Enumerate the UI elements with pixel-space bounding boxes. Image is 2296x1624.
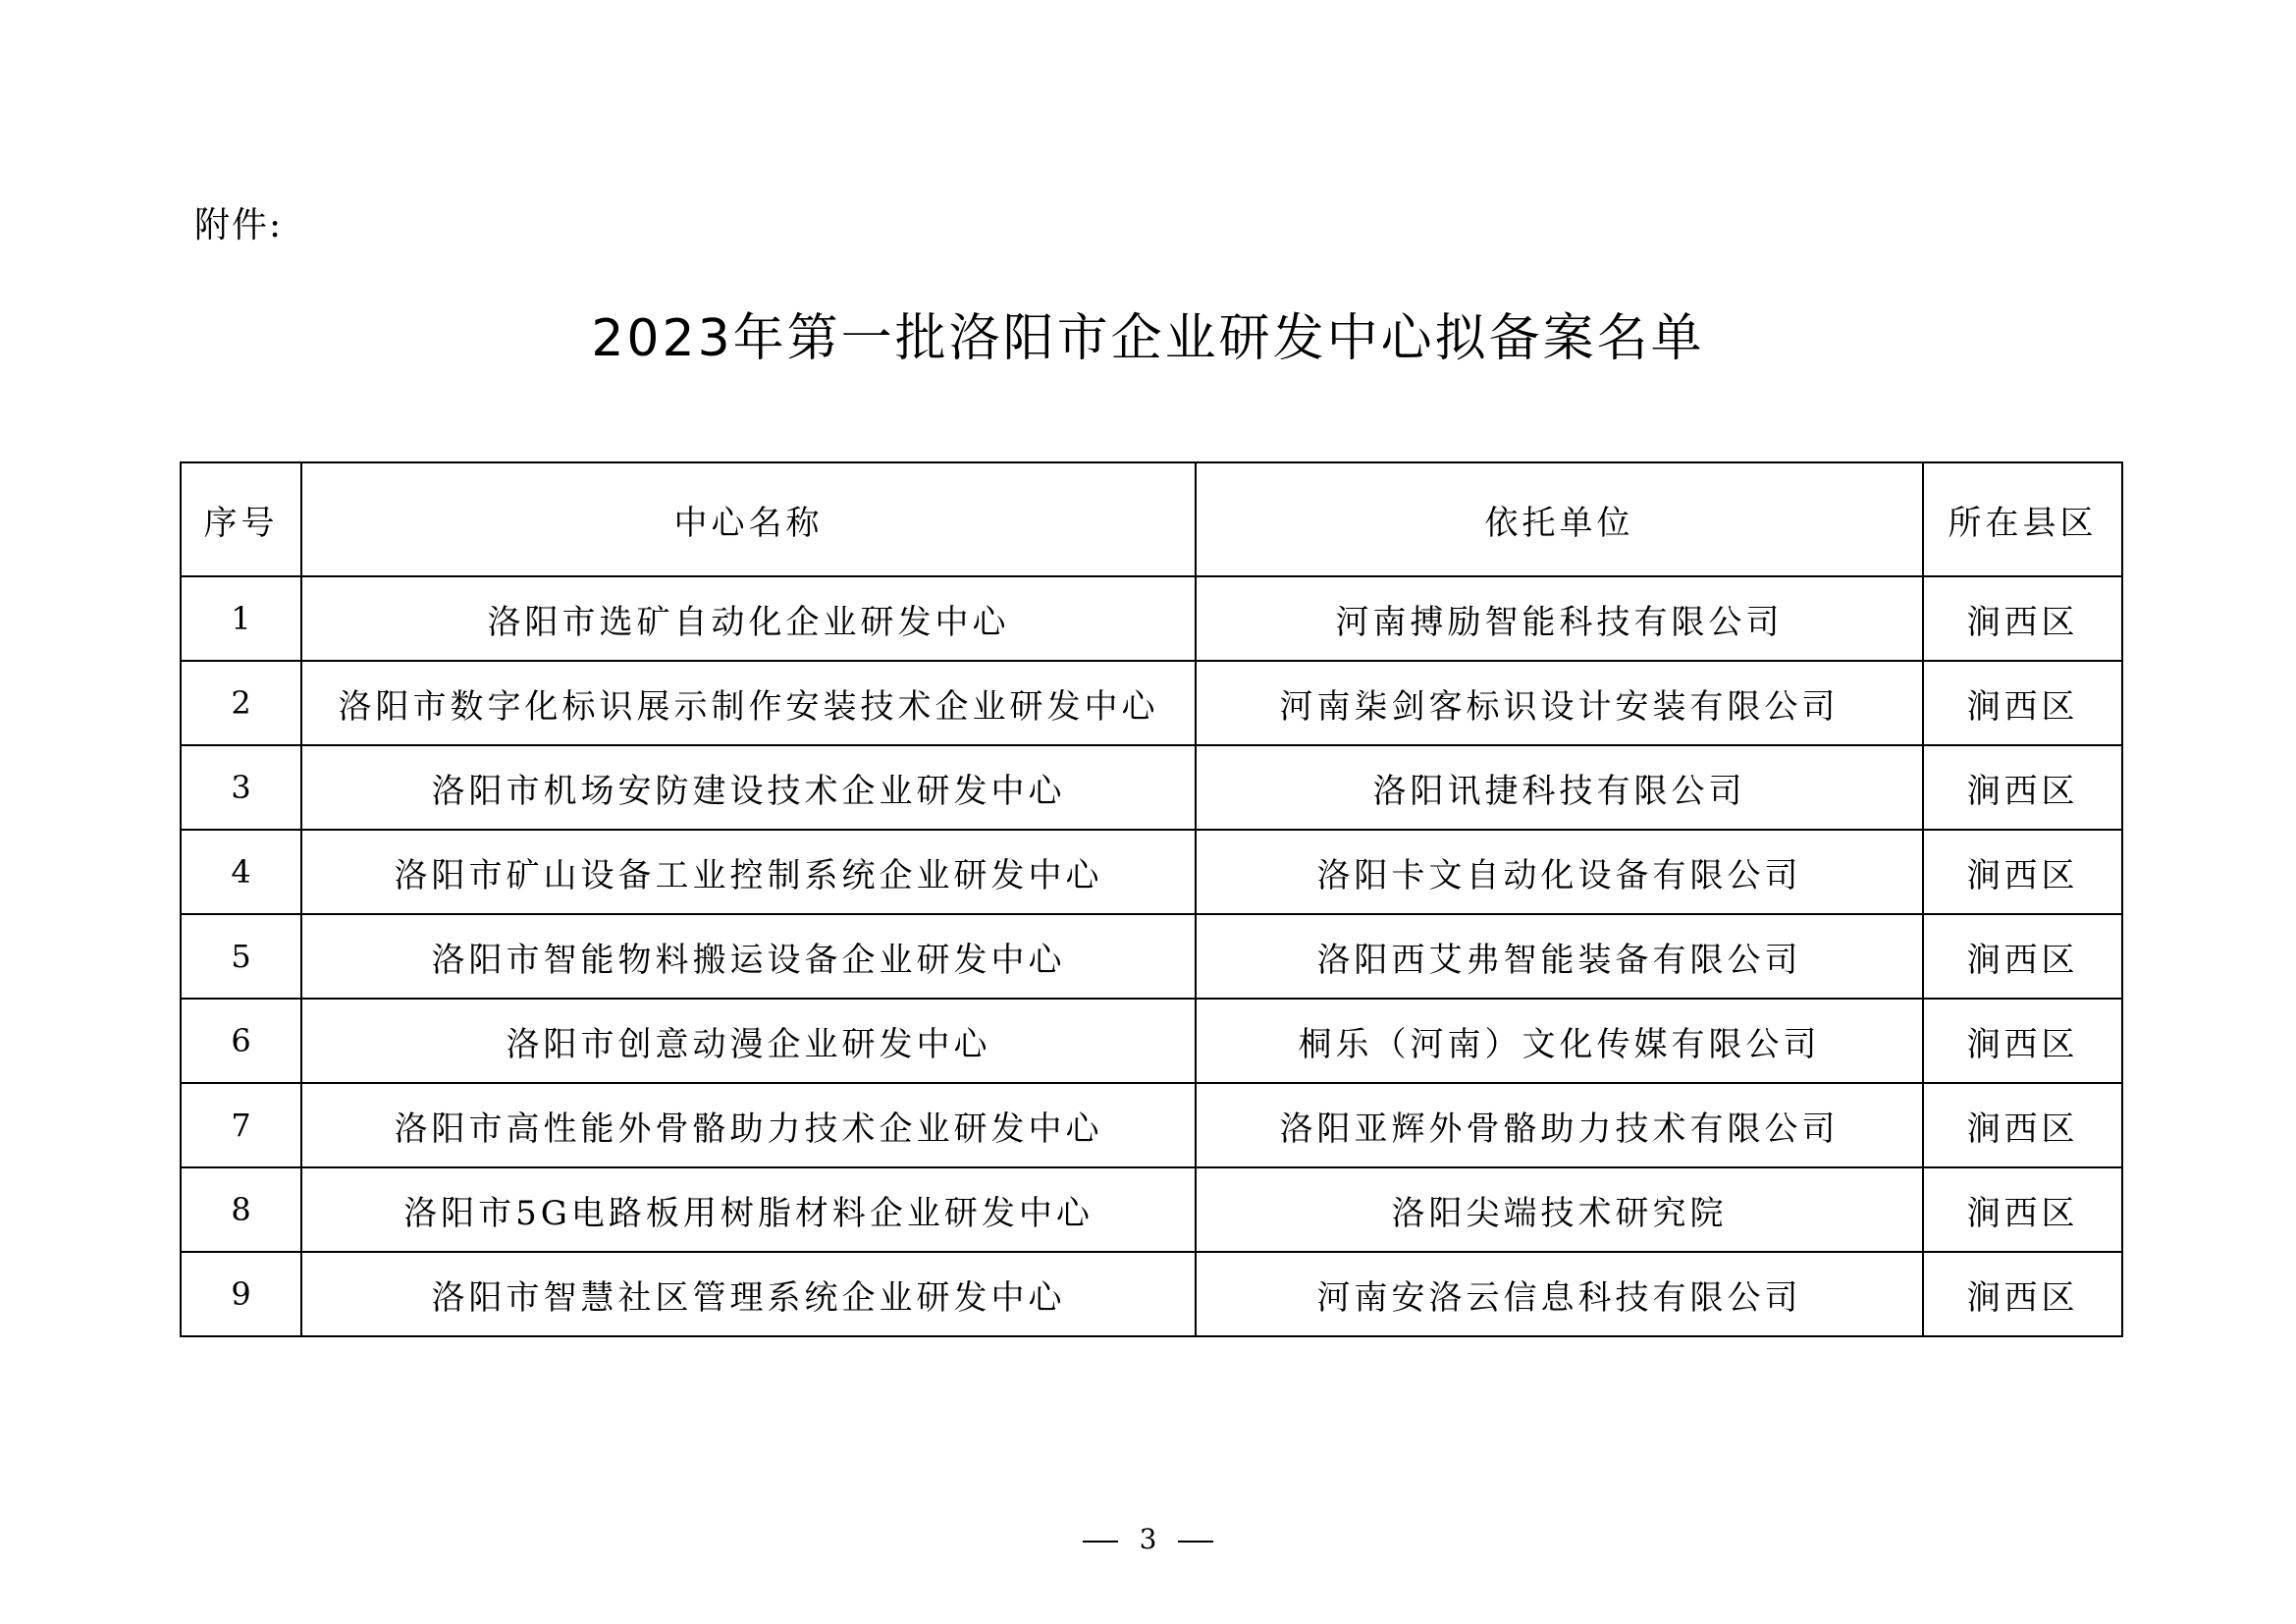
table-row: [181, 1252, 2122, 1336]
cell-center-name: 洛阳市智能物料搬运设备企业研发中心: [301, 914, 1196, 999]
cell-host-unit: 洛阳卡文自动化设备有限公司: [1196, 830, 1923, 914]
cell-host-unit: 洛阳亚辉外骨骼助力技术有限公司: [1196, 1083, 1923, 1167]
cell-center-name: 洛阳市高性能外骨骼助力技术企业研发中心: [301, 1083, 1196, 1167]
cell-serial-number: 1: [181, 576, 301, 661]
cell-host-unit: 洛阳西艾弗智能装备有限公司: [1196, 914, 1923, 999]
cell-center-name: 洛阳市机场安防建设技术企业研发中心: [301, 745, 1196, 830]
cell-center-name: 洛阳市5G电路板用树脂材料企业研发中心: [301, 1167, 1196, 1252]
header-serial-number: 序号: [181, 462, 301, 576]
cell-district: 涧西区: [1923, 745, 2122, 830]
cell-district: 涧西区: [1923, 1167, 2122, 1252]
cell-center-name: 洛阳市创意动漫企业研发中心: [301, 999, 1196, 1083]
page-dash-left: [1083, 1541, 1118, 1543]
cell-host-unit: 洛阳尖端技术研究院: [1196, 1167, 1923, 1252]
cell-center-name: 洛阳市矿山设备工业控制系统企业研发中心: [301, 830, 1196, 914]
table-row: [181, 914, 2122, 999]
table-row: [181, 1083, 2122, 1167]
cell-serial-number: 6: [181, 999, 301, 1083]
cell-serial-number: 5: [181, 914, 301, 999]
header-district: 所在县区: [1923, 462, 2122, 576]
cell-serial-number: 4: [181, 830, 301, 914]
page-footer: [0, 1520, 2296, 1559]
header-center-name: 中心名称: [301, 462, 1196, 576]
table-body: [181, 576, 2122, 1336]
table-row: [181, 999, 2122, 1083]
table-row: [181, 1167, 2122, 1252]
cell-center-name: 洛阳市智慧社区管理系统企业研发中心: [301, 1252, 1196, 1336]
cell-host-unit: 河南安洛云信息科技有限公司: [1196, 1252, 1923, 1336]
cell-host-unit: 河南柒剑客标识设计安装有限公司: [1196, 661, 1923, 745]
cell-serial-number: 3: [181, 745, 301, 830]
table-header-row: [181, 462, 2122, 576]
table-row: [181, 745, 2122, 830]
cell-serial-number: 9: [181, 1252, 301, 1336]
cell-district: 涧西区: [1923, 1252, 2122, 1336]
header-host-unit: 依托单位: [1196, 462, 1923, 576]
cell-district: 涧西区: [1923, 999, 2122, 1083]
document-title: 2023年第一批洛阳市企业研发中心拟备案名单: [591, 308, 1705, 368]
cell-district: 涧西区: [1923, 661, 2122, 745]
cell-district: 涧西区: [1923, 1083, 2122, 1167]
filing-list-table: [180, 461, 2123, 1337]
table-row: [181, 661, 2122, 745]
cell-serial-number: 7: [181, 1083, 301, 1167]
table-row: [181, 830, 2122, 914]
cell-serial-number: 8: [181, 1167, 301, 1252]
cell-center-name: 洛阳市数字化标识展示制作安装技术企业研发中心: [301, 661, 1196, 745]
page-dash-right: [1178, 1541, 1213, 1543]
cell-district: 涧西区: [1923, 576, 2122, 661]
cell-host-unit: 洛阳讯捷科技有限公司: [1196, 745, 1923, 830]
cell-center-name: 洛阳市选矿自动化企业研发中心: [301, 576, 1196, 661]
cell-host-unit: 桐乐（河南）文化传媒有限公司: [1196, 999, 1923, 1083]
cell-district: 涧西区: [1923, 914, 2122, 999]
page-number: 3: [1139, 1523, 1157, 1555]
table-row: [181, 576, 2122, 661]
cell-district: 涧西区: [1923, 830, 2122, 914]
cell-serial-number: 2: [181, 661, 301, 745]
cell-host-unit: 河南搏励智能科技有限公司: [1196, 576, 1923, 661]
attachment-label: 附件:: [194, 205, 284, 245]
